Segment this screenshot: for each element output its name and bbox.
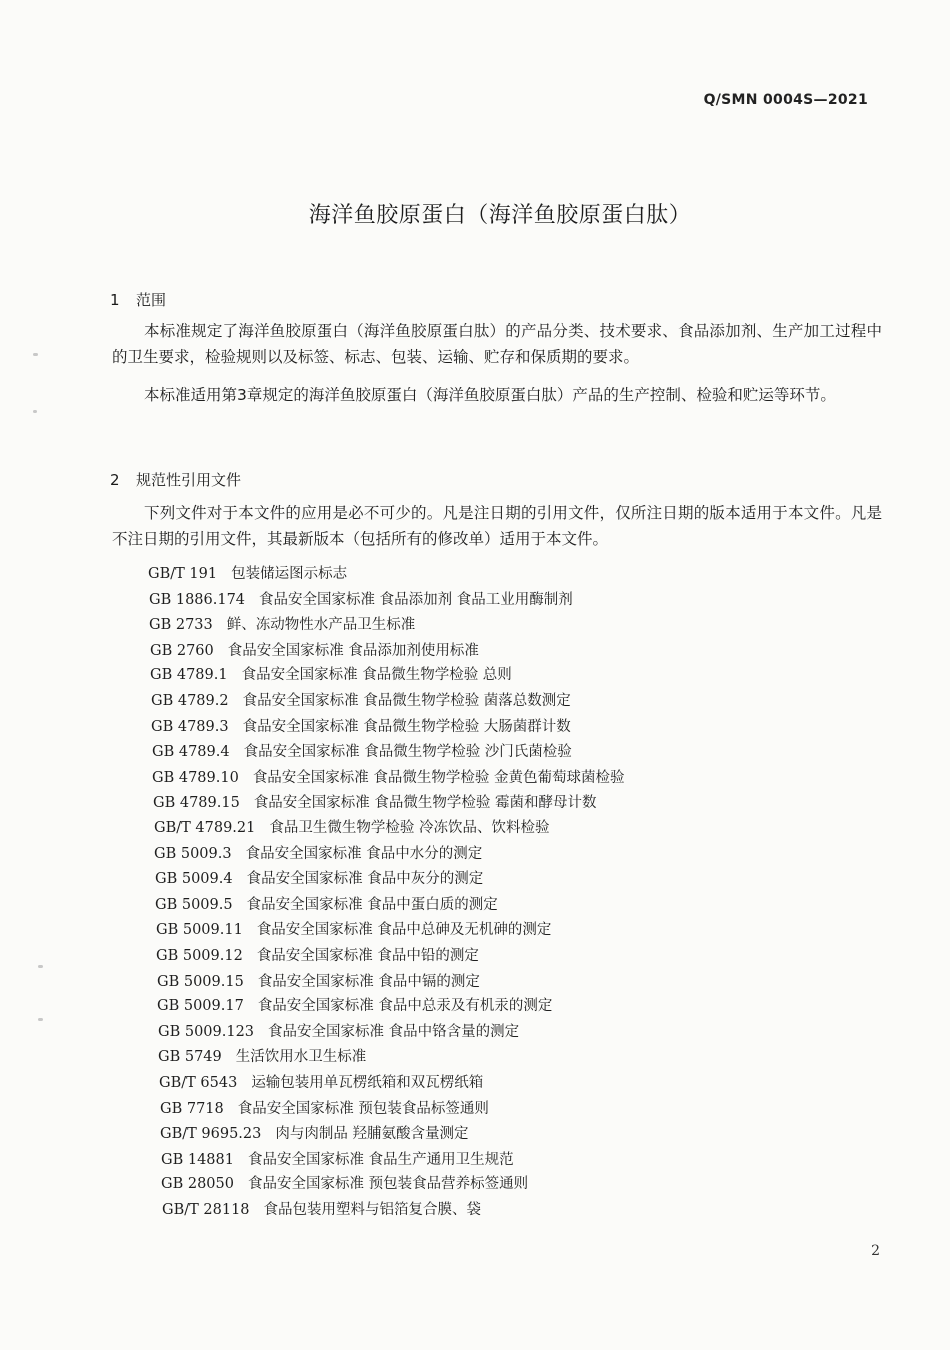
reference-title: 食品安全国家标准 食品微生物学检验 菌落总数测定 [242,693,571,709]
reference-item [158,1020,519,1041]
reference-code: GB 2760 [150,643,214,659]
reference-item [150,663,512,684]
scan-mark [33,410,37,413]
reference-item [152,766,625,787]
reference-code: GB/T 6543 [159,1075,238,1091]
reference-item [158,1045,366,1066]
reference-title: 食品安全国家标准 食品微生物学检验 总则 [241,667,512,683]
scan-mark [38,1018,43,1021]
reference-item [156,918,551,939]
reference-title: 食品卫生微生物学检验 冷冻饮品、饮料检验 [269,820,550,836]
reference-code: GB 5009.17 [157,998,244,1014]
reference-code: GB 1886.174 [149,592,246,608]
reference-title: 食品安全国家标准 食品中铅的测定 [256,948,479,964]
reference-code: GB 5009.4 [155,871,233,887]
document-title: 海洋鱼胶原蛋白（海洋鱼胶原蛋白肽） [308,203,692,228]
reference-code: GB 5009.15 [157,974,244,990]
reference-code: GB 4789.2 [151,693,229,709]
reference-code: GB 5009.5 [155,897,233,913]
section-title: 范围 [136,291,167,309]
reference-code: GB 28050 [161,1176,234,1192]
reference-title: 食品安全国家标准 食品中总汞及有机汞的测定 [257,998,553,1014]
reference-code: GB 5749 [158,1049,222,1065]
reference-title: 食品安全国家标准 食品微生物学检验 大肠菌群计数 [242,719,571,735]
reference-title: 食品安全国家标准 食品微生物学检验 金黄色葡萄球菌检验 [252,770,625,786]
section-number: 1 [110,291,120,309]
reference-title: 生活饮用水卫生标准 [235,1049,367,1065]
reference-item [160,1122,468,1143]
reference-code: GB/T 9695.23 [160,1126,262,1142]
standard-code: Q/SMN 0004S—2021 [703,92,868,108]
reference-title: 食品安全国家标准 食品微生物学检验 霉菌和酵母计数 [253,795,597,811]
reference-code: GB 4789.10 [152,770,239,786]
reference-item [153,791,597,812]
section-1-paragraph-1: 本标准规定了海洋鱼胶原蛋白（海洋鱼胶原蛋白肽）的产品分类、技术要求、食品添加剂、生产加工过程中的卫生要求，检验规则以及标签、标志、包装、运输、贮存和保质期的要求。 [112,322,882,366]
reference-code: GB 5009.12 [156,948,243,964]
reference-item [154,842,482,863]
reference-item [162,1198,481,1219]
reference-item [155,893,498,914]
page-number: 2 [871,1243,880,1259]
reference-item [156,944,479,965]
section-1-heading [110,289,166,310]
reference-item [155,867,483,888]
section-2-heading [110,469,241,490]
reference-title: 食品安全国家标准 食品中灰分的测定 [246,871,484,887]
reference-title: 食品安全国家标准 食品添加剂使用标准 [227,643,479,659]
reference-title: 鲜、冻动物性水产品卫生标准 [226,617,416,633]
reference-title: 食品安全国家标准 食品中镉的测定 [257,974,480,990]
reference-item [154,816,549,837]
reference-title: 食品安全国家标准 食品微生物学检验 沙门氏菌检验 [243,744,572,760]
reference-title: 食品安全国家标准 食品中铬含量的测定 [268,1024,520,1040]
section-title: 规范性引用文件 [136,471,242,489]
reference-code: GB/T 4789.21 [154,820,256,836]
reference-title: 肉与肉制品 羟脯氨酸含量测定 [275,1126,469,1142]
reference-title: 运输包装用单瓦楞纸箱和双瓦楞纸箱 [251,1075,484,1091]
reference-item [150,639,479,660]
reference-item [157,970,480,991]
scan-mark [38,965,43,968]
reference-code: GB 4789.3 [151,719,229,735]
scan-mark [33,353,38,356]
reference-title: 食品安全国家标准 预包装食品标签通则 [237,1101,489,1117]
reference-code: GB 5009.3 [154,846,232,862]
reference-code: GB 5009.11 [156,922,243,938]
section-number: 2 [110,471,120,489]
reference-title: 食品安全国家标准 食品生产通用卫生规范 [247,1152,514,1168]
reference-title: 食品安全国家标准 食品中水分的测定 [245,846,483,862]
reference-item [160,1097,489,1118]
reference-code: GB 5009.123 [158,1024,255,1040]
reference-code: GB/T 191 [148,566,218,582]
reference-item [152,740,572,761]
reference-title: 包装储运图示标志 [231,566,348,582]
reference-title: 食品安全国家标准 食品添加剂 食品工业用酶制剂 [259,592,573,608]
reference-title: 食品安全国家标准 预包装食品营养标签通则 [247,1176,529,1192]
reference-title: 食品安全国家标准 食品中总砷及无机砷的测定 [256,922,552,938]
reference-item [149,588,573,609]
reference-item [159,1071,483,1092]
section-1-paragraph-2: 本标准适用第3章规定的海洋鱼胶原蛋白（海洋鱼胶原蛋白肽）产品的生产控制、检验和贮运等环节。 [144,386,836,404]
reference-code: GB/T 28118 [162,1202,250,1218]
reference-item [151,689,571,710]
reference-title: 食品包装用塑料与铝箔复合膜、袋 [263,1202,482,1218]
reference-title: 食品安全国家标准 食品中蛋白质的测定 [246,897,498,913]
reference-code: GB 14881 [161,1152,234,1168]
reference-code: GB 7718 [160,1101,224,1117]
reference-item [151,715,571,736]
reference-item [157,994,552,1015]
reference-code: GB 2733 [149,617,213,633]
reference-item [149,613,415,634]
reference-code: GB 4789.1 [150,667,228,683]
reference-code: GB 4789.15 [153,795,240,811]
section-2-paragraph-1: 下列文件对于本文件的应用是必不可少的。凡是注日期的引用文件，仅所注日期的版本适用于本文件。凡是不注日期的引用文件，其最新版本（包括所有的修改单）适用于本文件。 [112,504,882,548]
reference-item [161,1172,528,1193]
reference-item [148,562,347,583]
reference-code: GB 4789.4 [152,744,230,760]
reference-item [161,1148,514,1169]
